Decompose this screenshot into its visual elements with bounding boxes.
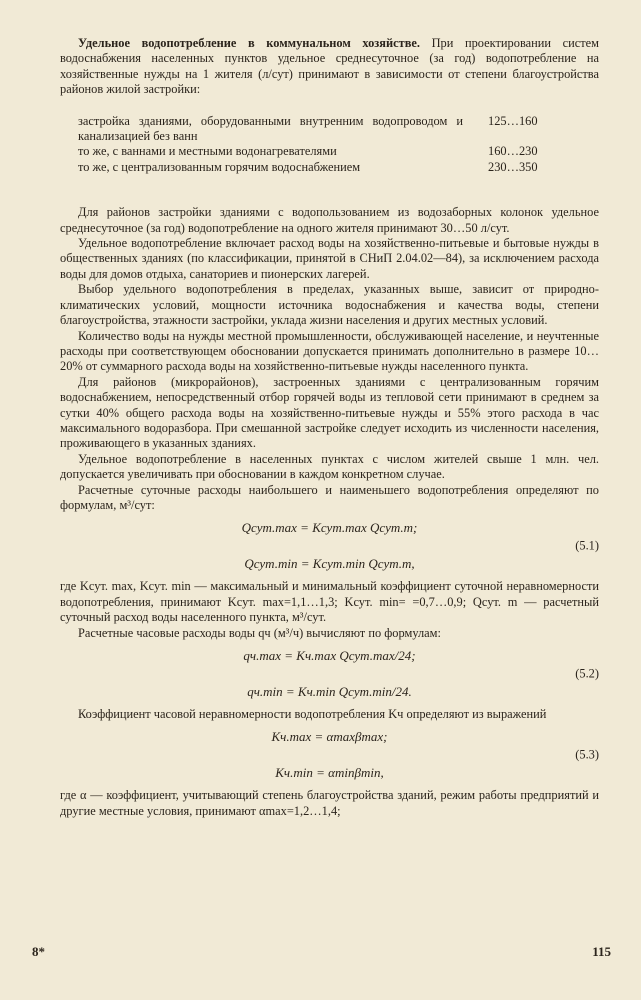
page-number: 115 bbox=[592, 944, 611, 959]
table-row bbox=[78, 160, 578, 175]
table-row-value: 125…160 bbox=[488, 113, 538, 128]
body-paragraph: Количество воды на нужды местной промышленности, обслуживающей население, и неучтенные расходы при соответствующем обосновании допускается принимать дополнительно в размере 10…20% от суммарного расхода воды на хозяйственно-питьевые нужды населенного пункта. bbox=[60, 328, 599, 374]
body-paragraph: Для районов (микрорайонов), застроенных зданиями с централизованным горячим водоснабжением, непосредственный отбор горячей воды из тепловой сети принимают в среднем за сутки 40% общего расхода воды на хозяйственно-питьевые нужды и 55% этого расхода в час максимального водоразбора. При смешанной застройке следует исходить из численности населения, проживающего в указанных зданиях. bbox=[60, 374, 599, 451]
page-footer bbox=[32, 944, 611, 959]
formula-line: Kч.max = αmaxβmax; bbox=[271, 729, 388, 745]
table-row-value: 230…350 bbox=[488, 159, 538, 174]
body-paragraph: Расчетные суточные расходы наибольшего и наименьшего водопотребления определяют по формулам, м³/сут: bbox=[60, 482, 599, 512]
body-paragraph: Расчетные часовые расходы воды qч (м³/ч) вычисляют по формулам: bbox=[78, 625, 441, 640]
intro-lead: Удельное водопотребление в коммунальном хозяйстве. bbox=[78, 36, 421, 50]
equation-number: (5.2) bbox=[575, 666, 599, 681]
table-row-label: то же, с централизованным горячим водоснабжением bbox=[78, 159, 361, 174]
body-paragraph: Удельное водопотребление включает расход воды на хозяйственно-питьевые и бытовые нужды в общественных зданиях (по классификации, принятой в СНиП 2.04.02—84), за исключением расхода воды для домов отдыха, санаториев и пионерских лагерей. bbox=[60, 236, 599, 281]
body-paragraph: где α — коэффициент, учитывающий степень благоустройства зданий, режим работы предприятий и другие местные условия, принимают αmax=1,2…1,4; bbox=[60, 788, 599, 818]
formula-5-3 bbox=[60, 728, 599, 782]
table-row bbox=[78, 144, 578, 159]
equation-number: (5.3) bbox=[575, 747, 599, 762]
table-row-label: застройка зданиями, оборудованными внутренним водопроводом и канализацией без ванн bbox=[78, 113, 463, 144]
table-row-label: то же, с ваннами и местными водонагревателями bbox=[78, 144, 337, 159]
formula-5-1 bbox=[60, 519, 599, 573]
table-row-value: 160…230 bbox=[488, 144, 538, 159]
body-paragraph: Для районов застройки зданиями с водопользованием из водозаборных колонок удельное среднесуточное (за год) водопотребление на одного жителя принимают 30…50 л/сут. bbox=[60, 205, 599, 235]
signature-mark: 8* bbox=[32, 944, 45, 959]
intro-paragraph bbox=[60, 36, 599, 98]
body-paragraph: Удельное водопотребление в населенных пунктах с числом жителей свыше 1 млн. чел. допускается увеличивать при обосновании в каждом конкретном случае. bbox=[60, 451, 599, 482]
table-row bbox=[78, 114, 578, 145]
body-paragraph: Выбор удельного водопотребления в пределах, указанных выше, зависит от природно-климатических условий, мощности источника водоснабжения и качества воды, степени благоустройства, этажности застройки, уклада жизни населения и других местных условий. bbox=[60, 282, 599, 328]
body-paragraph: где Kсут. max, Kсут. min — максимальный и минимальный коэффициент суточной неравномерности водопотребления, принимают Kсут. max=1,1…1,3; Kсут. min= =0,7…0,9; Qсут. m — расчетный суточный расход воды населенного пункта, м³/сут. bbox=[60, 579, 599, 625]
formula-line: qч.min = Kч.min Qсут.min/24. bbox=[247, 684, 412, 699]
formula-line: qч.max = Kч.max Qсут.max/24; bbox=[243, 648, 416, 663]
formula-5-2 bbox=[60, 647, 599, 701]
equation-number: (5.1) bbox=[575, 538, 599, 553]
intro-text: При проектировании систем водоснабжения населенных пунктов удельное среднесуточное (за год) водопотребление на хозяйственные нужды на 1 жителя (л/сут) принимают в зависимости от степени благоустройства районов жилой застройки: bbox=[60, 36, 599, 97]
formula-line: Qсут.max = Kсут.max Qсут.m; bbox=[241, 520, 418, 536]
formula-line: Kч.min = αminβmin, bbox=[275, 765, 384, 781]
consumption-table bbox=[78, 114, 578, 176]
formula-line: Qсут.min = Kсут.min Qсут.m, bbox=[244, 556, 415, 572]
body-paragraph: Коэффициент часовой неравномерности водопотребления Kч определяют из выражений bbox=[78, 707, 547, 721]
